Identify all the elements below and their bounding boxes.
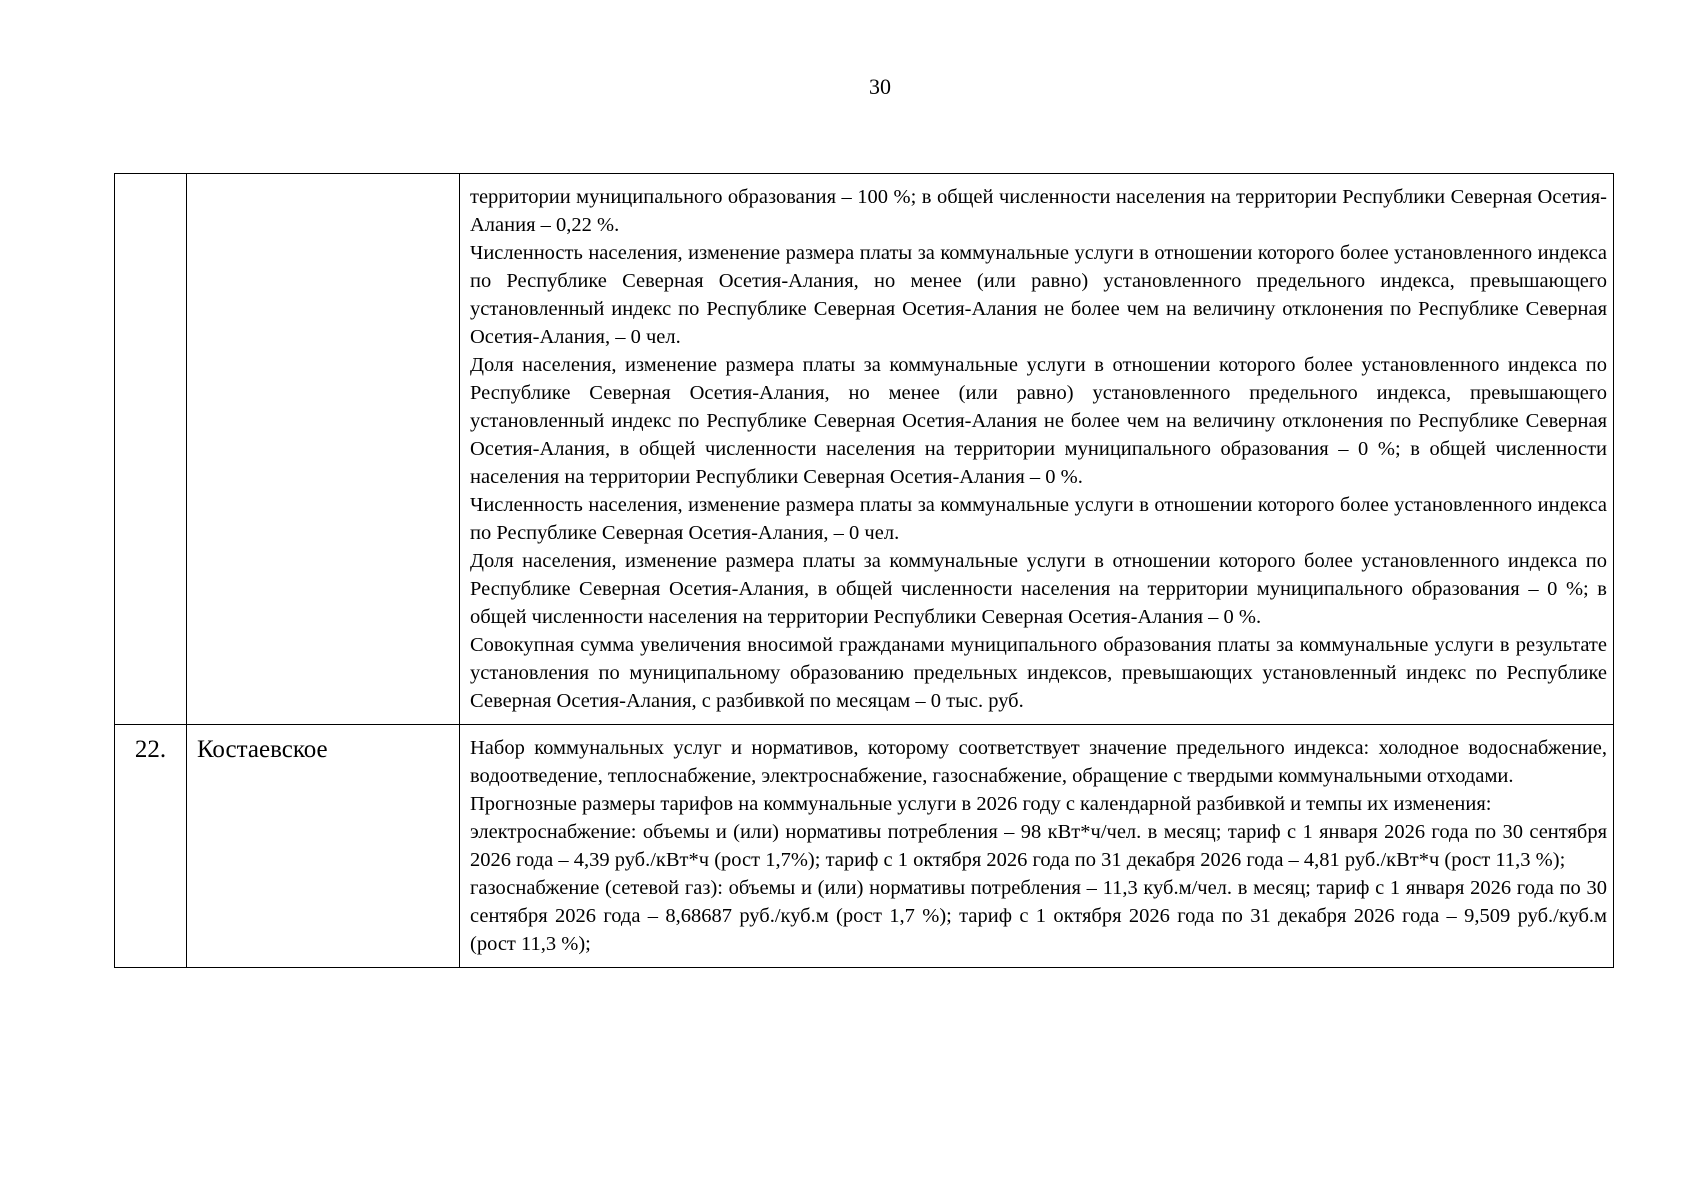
paragraph: электроснабжение: объемы и (или) нормативы потребления – 98 кВт*ч/чел. в месяц; тариф с 1 января 2026 года по 30 сентября 2026 года – 4,39 руб./кВт*ч (рост 1,7%); тариф с 1 октября 2026 года по 31 декабря 2026 года – 4,81 руб./кВт*ч (рост 11,3 %); [470,821,1607,871]
municipality-name-cell [187,174,460,725]
row-number-cell [115,174,187,725]
paragraph: Совокупная сумма увеличения вносимой гражданами муниципального образования платы за коммунальные услуги в результате установления по муниципальному образованию предельных индексов, превышающих установленный индекс по Республике Северная Осетия-Алания, с разбивкой по месяцам – 0 тыс. руб. [470,634,1607,712]
municipality-name-cell: Костаевское [187,725,460,968]
description-cell [460,174,1614,725]
page-number: 30 [869,74,891,99]
table-row [115,725,1614,968]
paragraph: газоснабжение (сетевой газ): объемы и (или) нормативы потребления – 11,3 куб.м/чел. в месяц; тариф с 1 января 2026 года по 30 сентября 2026 года – 8,68687 руб./куб.м (рост 1,7 %); тариф с 1 октября 2026 года по 31 декабря 2026 года – 9,509 руб./куб.м (рост 11,3 %); [470,877,1607,955]
paragraph: Доля населения, изменение размера платы за коммунальные услуги в отношении которого более установленного индекса по Республике Северная Осетия-Алания, но менее (или равно) установленного предельного индекса, превышающего установленный индекс по Республике Северная Осетия-Алания не более чем на величину отклонения по Республике Северная Осетия-Алания, в общей численности населения на территории муниципального образования – 0 %; в общей численности населения на территории Республики Северная Осетия-Алания – 0 %. [470,354,1607,488]
row-number-cell: 22. [115,725,187,968]
paragraph: территории муниципального образования – 100 %; в общей численности населения на территории Республики Северная Осетия-Алания – 0,22 %. [470,186,1607,236]
paragraph: Набор коммунальных услуг и нормативов, которому соответствует значение предельного индекса: холодное водоснабжение, водоотведение, теплоснабжение, электроснабжение, газоснабжение, обращение с твердыми коммунальными отходами. [470,737,1607,787]
table-row [115,174,1614,725]
document-table [114,173,1614,968]
description-cell [460,725,1614,968]
paragraph: Численность населения, изменение размера платы за коммунальные услуги в отношении которого более установленного индекса по Республике Северная Осетия-Алания, – 0 чел. [470,494,1607,544]
paragraph: Доля населения, изменение размера платы за коммунальные услуги в отношении которого более установленного индекса по Республике Северная Осетия-Алания, в общей численности населения на территории муниципального образования – 0 %; в общей численности населения на территории Республики Северная Осетия-Алания – 0 %. [470,550,1607,628]
paragraph: Прогнозные размеры тарифов на коммунальные услуги в 2026 году с календарной разбивкой и темпы их изменения: [470,793,1492,815]
paragraph: Численность населения, изменение размера платы за коммунальные услуги в отношении которого более установленного индекса по Республике Северная Осетия-Алания, но менее (или равно) установленного предельного индекса, превышающего установленный индекс по Республике Северная Осетия-Алания не более чем на величину отклонения по Республике Северная Осетия-Алания, – 0 чел. [470,242,1607,348]
